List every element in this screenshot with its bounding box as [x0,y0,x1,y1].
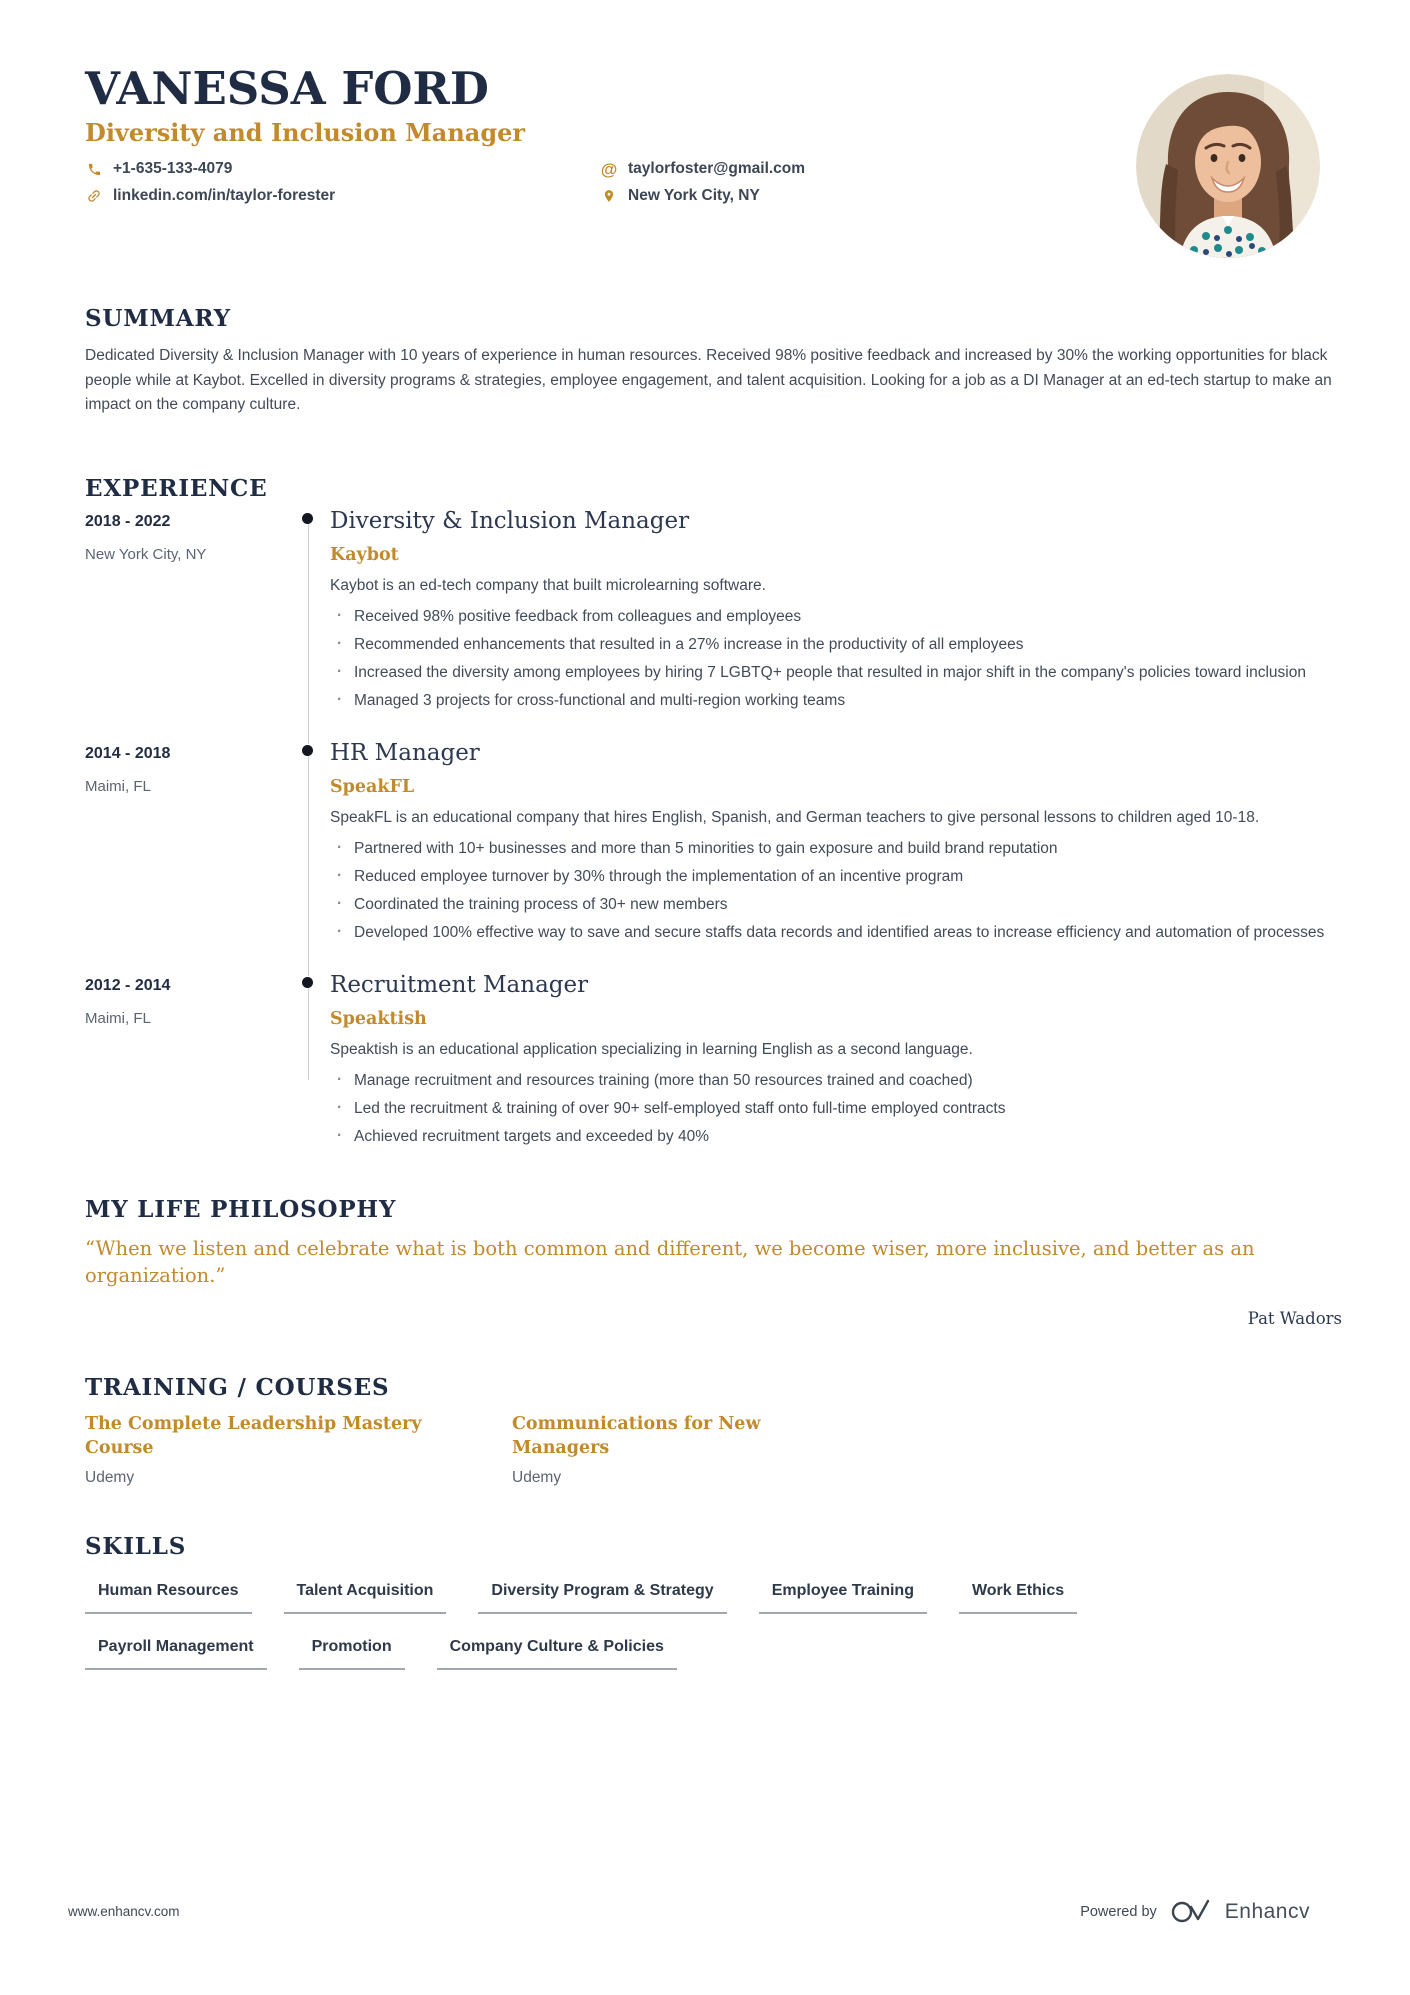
bullet-item: · Developed 100% effective way to save and secure staffs data records and identified areas to increase efficiency and automation of processes [330,922,1342,944]
link-icon [85,188,103,204]
summary-heading: SUMMARY [85,305,231,333]
entry-body [330,740,1342,950]
skill-badge: Human Resources [85,1582,252,1614]
skill-badge: Promotion [299,1638,405,1670]
entry-meta [85,972,285,1154]
powered-by-label: Powered by [1080,1903,1157,1920]
course-provider: Udemy [512,1468,562,1486]
phone-icon [85,162,103,177]
experience-entry-1 [85,508,1342,718]
skill-badge: Talent Acquisition [284,1582,447,1614]
bullet-item: · Received 98% positive feedback from colleagues and employees [330,606,1342,628]
experience-entry-3 [85,972,1342,1154]
training-section [85,1374,1342,1486]
entry-location: New York City, NY [85,546,207,564]
entry-body [330,508,1342,718]
course-item-1 [85,1413,512,1486]
bullet-item: · Coordinated the training process of 30+ new members [330,894,1342,916]
skill-row-1 [85,1582,1342,1614]
timeline-marker [285,972,330,1154]
course-item-2 [512,1413,1342,1486]
entry-company: Kaybot [330,544,399,565]
skill-row-2 [85,1638,1342,1670]
entry-dates: 2014 - 2018 [85,745,171,763]
entry-description: SpeakFL is an educational company that hires English, Spanish, and German teachers to give personal lessons to children aged 10-18. [330,808,1260,826]
entry-job-title: Recruitment Manager [330,971,589,998]
entry-dates: 2018 - 2022 [85,513,171,531]
entry-job-title: Diversity & Inclusion Manager [330,508,690,535]
contact-linkedin[interactable] [85,187,600,205]
entry-company: SpeakFL [330,776,415,797]
bullet-item: · Managed 3 projects for cross-functional and multi-region working teams [330,690,1342,712]
experience-section [85,475,1342,1154]
course-title: Communications for New Managers [512,1414,761,1459]
experience-entry-2 [85,740,1342,950]
entry-meta [85,740,285,950]
at-icon: @ [600,159,618,179]
skill-badge: Company Culture & Policies [437,1638,677,1670]
quote-author: Pat Wadors [1247,1309,1342,1329]
course-provider: Udemy [85,1468,135,1486]
person-name: VANESSA FORD [85,62,489,115]
experience-heading: EXPERIENCE [85,475,268,503]
entry-location: Maimi, FL [85,1009,151,1027]
entry-bullets [330,838,1342,944]
skill-badge: Payroll Management [85,1638,267,1670]
footer [0,1898,1410,1925]
powered-by-group [1080,1898,1310,1925]
philosophy-heading: MY LIFE PHILOSOPHY [85,1195,397,1223]
entry-company: Speaktish [330,1008,427,1029]
skills-section [85,1533,1342,1670]
enhancv-logo-icon [1170,1898,1216,1925]
contact-phone-text: +1-635-133-4079 [113,160,233,178]
location-icon [600,188,618,204]
bullet-item: · Increased the diversity among employees by hiring 7 LGBTQ+ people that resulted in major shift in the company's policies toward inclusion [330,662,1342,684]
enhancv-logo[interactable] [1170,1898,1310,1925]
skills-heading: SKILLS [85,1532,187,1560]
timeline-marker [285,508,330,718]
entry-bullets [330,1070,1342,1148]
entry-bullets [330,606,1342,712]
philosophy-quote: “When we listen and celebrate what is both common and different, we become wiser, more inclusive, and better as an organization.” [85,1236,1255,1288]
entry-body [330,972,1342,1154]
summary-text: Dedicated Diversity & Inclusion Manager with 10 years of experience in human resources. Received 98% positive feedback and increased by 30% the working opportunities for black people while at Kaybot. Excelled in diversity programs & strategies, employee engagement, and talent acquisition. Looking for a job as a DI Manager at an ed-tech startup to make an impact on the company culture. [85,347,1332,413]
bullet-item: · Recommended enhancements that resulted in a 27% increase in the productivity of all employees [330,634,1342,656]
contact-location-text: New York City, NY [628,187,760,205]
bullet-item: · Achieved recruitment targets and exceeded by 40% [330,1126,1342,1148]
profile-photo [1136,74,1320,258]
person-job-title: Diversity and Inclusion Manager [85,117,526,147]
entry-description: Speaktish is an educational application specializing in learning English as a second language. [330,1040,973,1058]
skill-badge: Employee Training [759,1582,927,1614]
bullet-item: · Manage recruitment and resources training (more than 50 resources trained and coached) [330,1070,1342,1092]
skill-badge: Work Ethics [959,1582,1077,1614]
entry-dates: 2012 - 2014 [85,976,171,994]
skill-badge: Diversity Program & Strategy [478,1582,726,1614]
summary-section [85,305,1342,417]
footer-site-link[interactable]: www.enhancv.com [68,1904,180,1919]
timeline-marker [285,740,330,950]
bullet-item: · Reduced employee turnover by 30% through the implementation of an incentive program [330,866,1342,888]
entry-location: Maimi, FL [85,778,151,796]
training-heading: TRAINING / COURSES [85,1374,390,1402]
entry-description: Kaybot is an ed-tech company that built microlearning software. [330,576,766,594]
contact-linkedin-text: linkedin.com/in/taylor-forester [113,187,336,205]
bullet-item: · Led the recruitment & training of over 90+ self-employed staff onto full-time employed contracts [330,1098,1342,1120]
philosophy-section [85,1196,1342,1329]
course-list [85,1413,1342,1486]
enhancv-brand-text: Enhancv [1224,1899,1310,1923]
bullet-item: · Partnered with 10+ businesses and more than 5 minorities to gain exposure and build brand reputation [330,838,1342,860]
entry-job-title: HR Manager [330,740,480,767]
contact-email-text: taylorfoster@gmail.com [628,160,806,178]
entry-meta [85,508,285,718]
course-title: The Complete Leadership Mastery Course [85,1414,422,1459]
contact-phone[interactable] [85,160,600,178]
